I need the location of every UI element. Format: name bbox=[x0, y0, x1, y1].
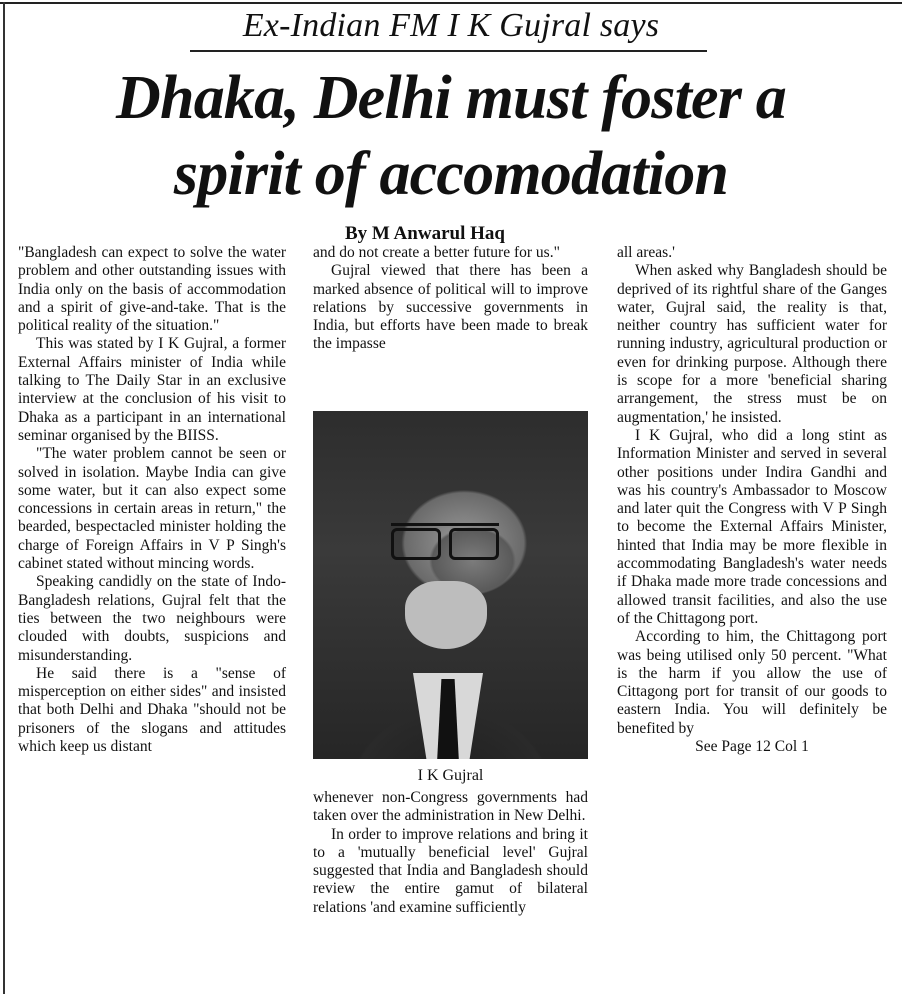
paragraph: In order to improve relations and bring it to a 'mutually beneficial level' Gujral suggested that India and Bangladesh should review the entire gamut of bilateral relations 'and examine sufficiently bbox=[313, 825, 588, 916]
portrait-photo bbox=[313, 411, 588, 759]
paragraph: According to him, the Chittagong port was being utilised only 50 percent. "What is the harm if you allow the use of Cittagong port for transit of our goods to eastern India. You will definitely be benefited by bbox=[617, 628, 887, 737]
kicker-underline bbox=[190, 50, 707, 52]
paragraph: Speaking candidly on the state of Indo-Bangladesh relations, Gujral felt that the ties between the two neighbours were clouded with doubts, suspicions and misunderstanding. bbox=[18, 573, 286, 664]
paragraph: all areas.' bbox=[617, 244, 675, 261]
paragraph: Gujral viewed that there has been a marked absence of political will to improve relations by successive governments in India, but efforts have been made to break the impasse bbox=[313, 262, 588, 353]
photo-glasses-shape bbox=[391, 523, 499, 554]
headline-line-1: Dhaka, Delhi must foster a bbox=[116, 64, 786, 132]
paragraph: and do not create a better future for us." bbox=[313, 244, 560, 261]
column-3 bbox=[617, 244, 887, 756]
paragraph: When asked why Bangladesh should be deprived of its rightful share of the Ganges water, Gujral said, the reality is that, neither country has sufficient water for running industry, agricultural production or even for drinking purpose. Although there is scope for a more 'beneficial sharing arrangement, the stress must be on augmentation,' he insisted. bbox=[617, 262, 887, 426]
byline: By M Anwarul Haq bbox=[345, 223, 505, 244]
paragraph: I K Gujral, who did a long stint as Information Minister and served in several other positions under Indira Gandhi and was his country's Ambassador to Moscow and later quit the Congress with V P Singh to become the External Affairs Minister, hinted that India may be more flexible in accommodating Bangladesh's water needs if Dhaka made more trade concessions and allowed transit facilities, and also the use of the Chittagong port. bbox=[617, 426, 887, 627]
column-2-bottom bbox=[313, 789, 588, 917]
paragraph: This was stated by I K Gujral, a former External Affairs minister of India while talking to The Daily Star in an exclusive interview at the conclusion of his visit to Dhaka as a participant in an international seminar organised by the BIISS. bbox=[18, 335, 286, 444]
kicker: Ex-Indian FM I K Gujral says bbox=[242, 7, 660, 44]
paragraph: "The water problem cannot be seen or solved in isolation. Maybe India can give some water, but it can also expect some concessions in certain areas in return," the bearded, bespectacled minister holding the charge of Foreign Affairs in V P Singh's cabinet stated without mincing words. bbox=[18, 445, 286, 573]
photo-beard-shape bbox=[405, 581, 487, 649]
photo-caption: I K Gujral bbox=[417, 767, 484, 784]
headline-line-2: spirit of accomodation bbox=[173, 140, 729, 208]
headline bbox=[0, 60, 902, 212]
column-2-top bbox=[313, 244, 588, 354]
column-1 bbox=[18, 244, 286, 756]
continuation-line: See Page 12 Col 1 bbox=[695, 738, 809, 756]
paragraph: He said there is a "sense of misperception on either sides" and insisted that both Delhi and Dhaka "should not be prisoners of the slogans and attitudes which keep us distant bbox=[18, 664, 286, 756]
paragraph: whenever non-Congress governments had taken over the administration in New Delhi. bbox=[313, 789, 588, 825]
paragraph: "Bangladesh can expect to solve the water problem and other outstanding issues with India only on the basis of accommodation and a spirit of give-and-take. That is the political reality of the situation." bbox=[18, 244, 286, 335]
